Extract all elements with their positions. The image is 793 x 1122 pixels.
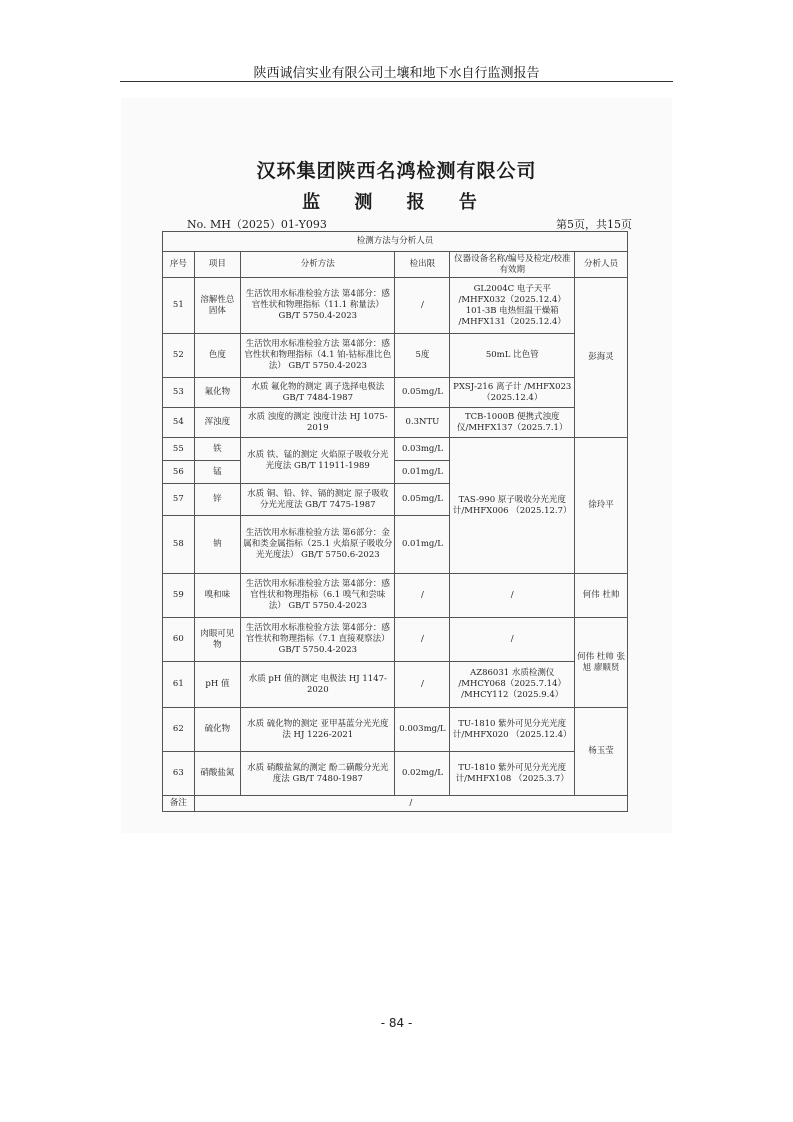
row-method: 水质 硝酸盐氮的测定 酚二磺酸分光光度法 GB/T 7480-1987 [241,752,395,796]
table-row [163,752,628,796]
row-no: 60 [163,618,195,662]
row-instrument: / [450,574,575,618]
analyst-62-63: 杨玉莹 [575,708,628,796]
row-item: 溶解性总固体 [194,278,240,334]
row-method: 生活饮用水标准检验方法 第6部分：金属和类金属指标（25.1 火焰原子吸收分光光度法） GB/T 5750.6-2023 [241,516,395,574]
remark-row [163,796,628,812]
row-method: 水质 氟化物的测定 离子选择电极法 GB/T 7484-1987 [241,378,395,408]
row-no: 58 [163,516,195,574]
instrument-55-58: TAS-990 原子吸收分光光度计/MHFX006 （2025.12.7） [450,438,575,574]
row-no: 55 [163,438,195,461]
row-method: 生活饮用水标准检验方法 第4部分：感官性状和物理指标（6.1 嗅气和尝味法） GB/T 5750.4-2023 [241,574,395,618]
row-method: 水质 浊度的测定 浊度计法 HJ 1075-2019 [241,408,395,438]
row-instrument: / [450,618,575,662]
row-instrument: GL2004C 电子天平 /MHFX032（2025.12.4） 101-3B 电热恒温干燥箱 /MHFX131（2025.12.4） [450,278,575,334]
row-method: 水质 铜、铅、锌、镉的测定 原子吸收分光光度法 GB/T 7475-1987 [241,484,395,516]
page-header: 陕西诚信实业有限公司土壤和地下水自行监测报告 [253,66,540,81]
row-instrument: 50mL 比色管 [450,334,575,378]
analyst-55-58: 徐玲平 [575,438,628,574]
row-item: 肉眼可见物 [194,618,240,662]
row-limit: 0.01mg/L [395,516,450,574]
table-row [163,708,628,752]
row-item: 嗅和味 [194,574,240,618]
page-number: - 84 - [380,1016,413,1030]
row-limit: / [395,574,450,618]
row-analyst: 何伟 杜帅 [575,574,628,618]
header-rule [120,81,673,82]
table-row [163,378,628,408]
row-instrument: TCB-1000B 便携式浊度仪/MHFX137（2025.7.1） [450,408,575,438]
table-row [163,408,628,438]
row-item: pH 值 [194,662,240,708]
row-no: 57 [163,484,195,516]
row-item: 色度 [194,334,240,378]
table-caption: 检测方法与分析人员 [163,232,628,252]
table-row [163,662,628,708]
header-no: 序号 [163,252,195,278]
report-number: No. MH（2025）01-Y093 [187,218,327,231]
row-instrument: PXSJ-216 离子计 /MHFX023（2025.12.4） [450,378,575,408]
row-limit: 0.3NTU [395,408,450,438]
table-row [163,574,628,618]
row-item: 锌 [194,484,240,516]
company-name: 汉环集团陕西名鸿检测有限公司 [256,160,537,182]
row-item: 氟化物 [194,378,240,408]
row-no: 63 [163,752,195,796]
table-row [163,334,628,378]
header-analyst: 分析人员 [575,252,628,278]
table-row [163,278,628,334]
row-item: 铁 [194,438,240,461]
table-row [163,618,628,662]
row-no: 61 [163,662,195,708]
row-limit: / [395,618,450,662]
row-limit: 0.003mg/L [395,708,450,752]
row-limit: / [395,662,450,708]
row-instrument: TU-1810 紫外可见分光光度计/MHFX020 （2025.12.4） [450,708,575,752]
row-item: 浑浊度 [194,408,240,438]
row-limit: 5度 [395,334,450,378]
header-instrument: 仪器设备名称/编号及检定/校准有效期 [450,252,575,278]
header-limit: 检出限 [395,252,450,278]
row-no: 52 [163,334,195,378]
row-no: 51 [163,278,195,334]
row-method: 水质 pH 值的测定 电极法 HJ 1147-2020 [241,662,395,708]
row-method: 生活饮用水标准检验方法 第4部分：感官性状和物理指标（11.1 称量法） GB/T 5750.4-2023 [241,278,395,334]
row-limit: 0.05mg/L [395,484,450,516]
page-count: 第5页，共15页 [556,218,632,231]
row-no: 54 [163,408,195,438]
row-item: 硫化物 [194,708,240,752]
scanned-report [121,98,672,833]
header-item: 项目 [194,252,240,278]
header-method: 分析方法 [241,252,395,278]
analyst-51-54: 彭海灵 [575,278,628,438]
row-instrument: AZ86031 水质检测仪 /MHCY068（2025.7.14） /MHCY112（2025.9.4） [450,662,575,708]
table-row [163,438,628,461]
row-item: 锰 [194,461,240,484]
remark-label: 备注 [163,796,195,812]
remark-value: / [194,796,627,812]
row-method: 生活饮用水标准检验方法 第4部分：感官性状和物理指标（4.1 铂-钴标准比色法） GB/T 5750.4-2023 [241,334,395,378]
row-limit: / [395,278,450,334]
row-item: 钠 [194,516,240,574]
row-method: 水质 硫化物的测定 亚甲基蓝分光光度法 HJ 1226-2021 [241,708,395,752]
methods-table [162,231,628,812]
row-no: 62 [163,708,195,752]
row-limit: 0.03mg/L [395,438,450,461]
row-method: 生活饮用水标准检验方法 第4部分：感官性状和物理指标（7.1 直接观察法） GB/T 5750.4-2023 [241,618,395,662]
row-item: 硝酸盐氮 [194,752,240,796]
row-no: 59 [163,574,195,618]
row-limit: 0.05mg/L [395,378,450,408]
row-method: 水质 铁、锰的测定 火焰原子吸收分光光度法 GB/T 11911-1989 [241,438,395,484]
row-limit: 0.01mg/L [395,461,450,484]
row-no: 53 [163,378,195,408]
report-title: 监 测 报 告 [302,192,491,213]
row-limit: 0.02mg/L [395,752,450,796]
row-instrument: TU-1810 紫外可见分光光度计/MHFX108 （2025.3.7） [450,752,575,796]
row-no: 56 [163,461,195,484]
analyst-60-61: 何伟 杜帅 张旭 廖顺贤 [575,618,628,708]
